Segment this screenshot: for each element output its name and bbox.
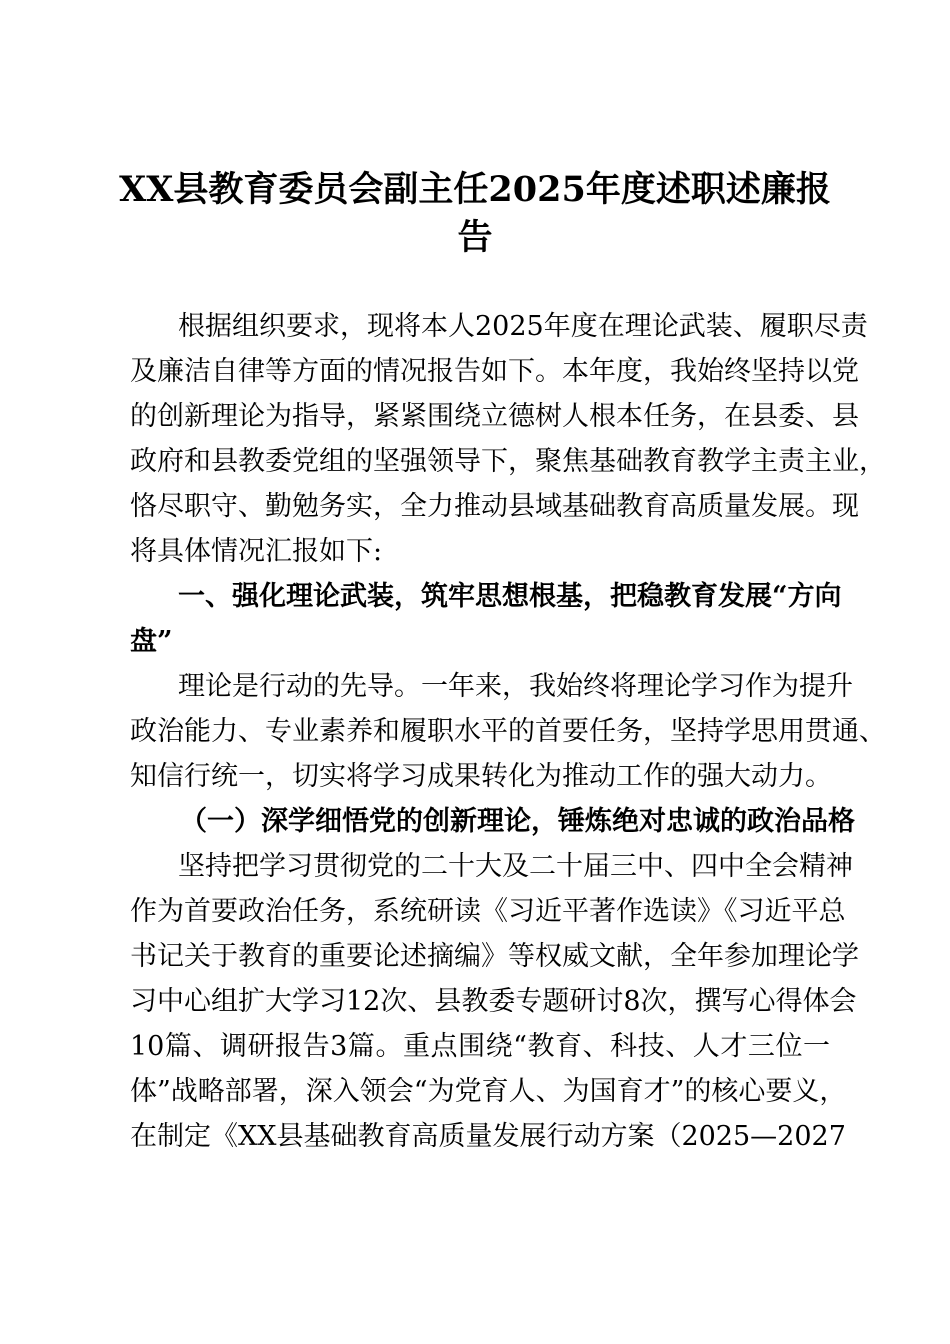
paragraph-line: 将具体情况汇报如下:	[130, 536, 383, 567]
heading-line: 盘”	[130, 626, 173, 657]
document-title-line-2: 告	[457, 217, 493, 258]
paragraph-line: 坚持把学习贯彻党的二十大及二十届三中、四中全会精神	[178, 851, 853, 882]
heading-line: 一、强化理论武装，筑牢思想根基，把稳教育发展“方向	[178, 581, 842, 612]
paragraph-line: 作为首要政治任务，系统研读《习近平著作选读》《习近平总	[130, 896, 846, 927]
paragraph-line: 知信行统一，切实将学习成果转化为推动工作的强大动力。	[130, 761, 832, 792]
paragraph-line: 体”战略部署，深入领会“为党育人、为国育才”的核心要义，	[130, 1076, 847, 1107]
paragraph-line: 在制定《XX县基础教育高质量发展行动方案（2025—2027	[130, 1121, 846, 1152]
paragraph-line: 理论是行动的先导。一年来，我始终将理论学习作为提升	[178, 671, 853, 702]
paragraph-line: 政治能力、专业素养和履职水平的首要任务，坚持学思用贯通、	[130, 716, 886, 747]
paragraph-line: 的创新理论为指导，紧紧围绕立德树人根本任务，在县委、县	[130, 401, 859, 432]
document-title-line-1: XX县教育委员会副主任2025年度述职述廉报	[119, 169, 831, 210]
paragraph-line: 政府和县教委党组的坚强领导下，聚焦基础教育教学主责主业，	[130, 446, 886, 477]
subsection-heading: （一）深学细悟党的创新理论，锤炼绝对忠诚的政治品格	[180, 806, 855, 837]
paragraph-line: 习中心组扩大学习12次、县教委专题研讨8次，撰写心得体会	[130, 986, 857, 1017]
paragraph-line: 根据组织要求，现将本人2025年度在理论武装、履职尽责	[178, 311, 868, 342]
paragraph-line: 书记关于教育的重要论述摘编》等权威文献，全年参加理论学	[130, 941, 859, 972]
paragraph-line: 10篇、调研报告3篇。重点围绕“教育、科技、人才三位一	[130, 1031, 830, 1062]
paragraph-line: 恪尽职守、勤勉务实，全力推动县域基础教育高质量发展。现	[130, 491, 859, 522]
paragraph-line: 及廉洁自律等方面的情况报告如下。本年度，我始终坚持以党	[130, 356, 859, 387]
